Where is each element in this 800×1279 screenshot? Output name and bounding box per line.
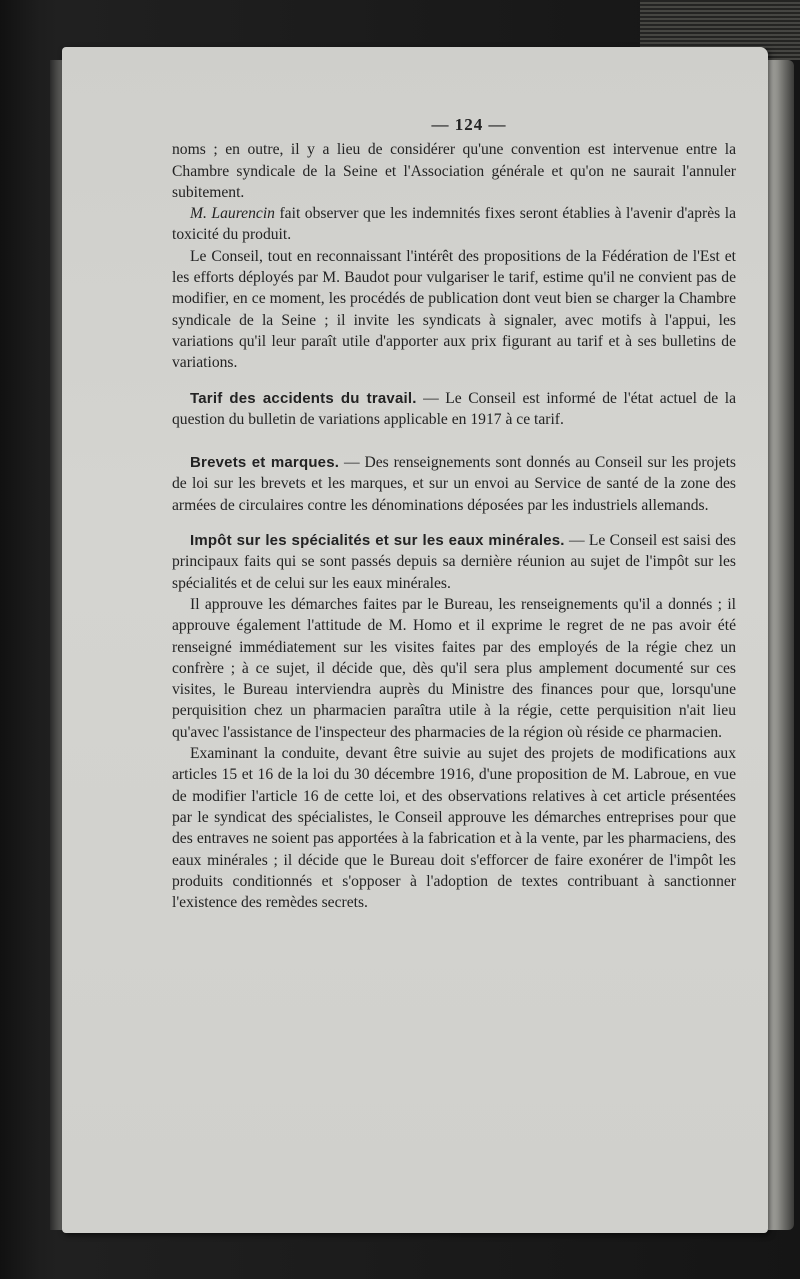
section-heading: Brevets et marques. (190, 454, 340, 472)
section-impot-specialites (172, 530, 736, 594)
section-heading: Tarif des accidents du travail. (190, 389, 417, 407)
section-text: — Des renseignements sont donnés au Conseil sur les projets de loi sur les brevets et les marques, et sur un envoi au Service de santé de la zone des armées de circulaires contre les dénominations déposées par les industriels allemands. (172, 454, 737, 514)
section-tarif-accidents (172, 388, 736, 431)
page-edge (768, 60, 794, 1230)
paragraph-conseil: Le Conseil, tout en reconnaissant l'intérêt des propositions de la Fédération de l'Est et les efforts déployés par M. Baudot pour vulgariser le tarif, estime qu'il ne convient pas de modifier, en ce moment, les procédés de publication dont veut bien se charger la Chambre syndicale de la Seine ; il invite les syndicats à signaler, avec motifs à l'appui, les variations qu'il leur paraît utile d'apporter aux prix figurant au tarif et à ses bulletins de variations. (172, 247, 736, 372)
section-brevets-marques (172, 452, 736, 516)
paragraph-examen: Examinant la conduite, devant être suivie au sujet des projets de modifications aux articles 15 et 16 de la loi du 30 décembre 1916, d'une proposition de M. Labroue, en vue de modifier l'article 16 de cette loi, et des observations relatives à cet article présentées par le syndicat des spécialistes, le Conseil approuve les démarches entreprises pour que des entraves ne soient pas apportées à la fabrication et à la vente, par les pharmaciens, des eaux minérales ; il décide que le Bureau doit s'efforcer de faire exonérer de l'impôt les produits conditionnés et s'opposer à l'adoption de textes contribuant à sanctionner l'existence des remèdes secrets. (172, 745, 736, 912)
page-content (172, 114, 736, 913)
paragraph-laurencin (172, 203, 736, 246)
paragraph-continuation: noms ; en outre, il y a lieu de considérer qu'une convention est intervenue entre la Chambre syndicale de la Seine et l'Association générale et qu'on ne saurait l'annuler subitement. (172, 141, 736, 201)
page-number: — 124 — (431, 115, 507, 134)
speaker-name: M. Laurencin (190, 205, 275, 223)
section-text: — Le Conseil est informé de l'état actuel de la question du bulletin de variations applicable en 1917 à ce tarif. (172, 389, 736, 428)
paragraph-text: fait observer que les indemnités fixes seront établies à l'avenir d'après la toxicité du produit. (172, 205, 736, 244)
paragraph-approbation: Il approuve les démarches faites par le Bureau, les renseignements qu'il a donnés ; il approuve également l'attitude de M. Homo et il exprime le regret de ne pas avoir été renseigné immédiatement sur les visites faites par des employés de la régie chez un confrère ; à ce sujet, il décide que, dès qu'il sera plus amplement documenté sur ces visites, le Bureau interviendra auprès du Ministre des finances pour que, lorsqu'une perquisition chez un pharmacien paraîtra utile à la régie, cette perquisition n'ait lieu qu'avec l'assistance de l'inspecteur des pharmacies de la région où réside ce pharmacien. (172, 595, 736, 741)
section-text: — Le Conseil est saisi des principaux faits qui se sont passés depuis sa dernière réunion au sujet de l'impôt sur les spécialités et de celui sur les eaux minérales. (172, 532, 736, 592)
section-heading: Impôt sur les spécialités et sur les eaux minérales. (190, 532, 565, 550)
